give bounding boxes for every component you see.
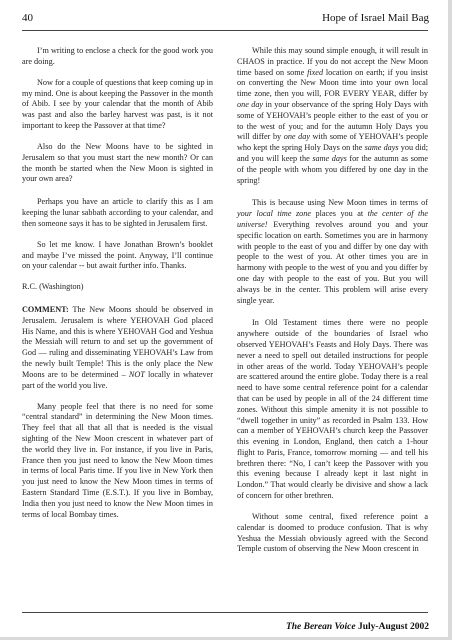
footer-issue: [286, 622, 429, 632]
letter-paragraph: Also do the New Moons have to be sighted in Jerusalem so that you must start the new month? Or can the month be started when the New Moon is sighted in your own area?: [22, 141, 213, 184]
comment-paragraph: Without some central, fixed reference point a calendar is doomed to produce confusion. That is why Yeshua the Messiah obviously agreed with the Second Temple custom of observing the New Moon crescent in: [237, 512, 428, 554]
page-number: 40: [22, 12, 33, 24]
comment-paragraph: Many people feel that there is no need for some “central standard” in determining the New Moon times. They feel that all that all that is needed is the visual sighting of the New Moon crescent in whatever part of the world they live in. For instance, if you live in Paris, France then you just need to know the New Moon times in terms of local Paris time. If you live in New York then you just need to know the New Moon times in terms of Eastern Standard Time (E.S.T.). If you live in Bombay, India then you just need to know the New Moon times in terms of local Bombay times.: [22, 401, 213, 519]
header-rule: [22, 30, 428, 31]
comment-label: COMMENT:: [22, 305, 69, 315]
left-column: [22, 46, 213, 531]
page-edge-shadow: [448, 0, 452, 640]
letter-paragraph: So let me know. I have Jonathan Brown’s booklet and maybe I’ve missed the point. Anyway, I’ll continue on your calendar -- but await further info. Thanks.: [22, 239, 213, 271]
comment-paragraph: COMMENT: The New Moons should be observed in Jerusalem. Jerusalem is where YEHOVAH God placed His Name, and this is where YEHOVAH God and Yeshua the Messiah will return to and set up the government of God — ruling and disseminating YEHOVAH’s Law from the newly built Temple! This is the only place the New Moons are to be determined – NOT locally in whatever part of the world you live.: [22, 305, 213, 390]
letter-paragraph: Perhaps you have an article to clarify this as I am keeping the lunar sabbath according to your calendar, and then someone says it has to be sighted in Jerusalem first.: [22, 197, 213, 228]
magazine-title: The Berean Voice: [285, 622, 356, 632]
comment-paragraph: This is because using New Moon times in terms of your local time zone places you at the center of the universe! Everything revolves around you and your specific location on earth. Sometimes you are in harmony with people to the east of you and differ by one day with people to the west of you. At other times you are in harmony with people to the west of you and you differ by one day with people to the east of you. But you will always be in the center. This problem will arise every single year.: [237, 198, 428, 305]
issue-date: July-August 2002: [355, 622, 429, 632]
comment-paragraph: While this may sound simple enough, it will result in CHAOS in practice. If you do not accept the New Moon time based on some fixed location on earth; if you insist on converting the New Moon time into your own local time zone, then you will, FOR EVERY YEAR, differ by one day in your observance of the spring Holy Days with some of YEHOVAH’s people either to the east of you or to the west of you; and for the autumn Holy Days you will differ by one day with some of YEHOVAH’s people who kept the spring Holy Days on the same days you did; and you will keep the same days for the autumn as some of the people with whom you differed by one day in the spring!: [237, 46, 428, 185]
comment-paragraph: In Old Testament times there were no people anywhere outside of the boundaries of Israel who observed YEHOVAH’s Feasts and Holy Days. There was never a need to spell out detailed instructions for people in other areas of the world. Today YEHOVAH’s people are scattered around the entire globe. Today there is a real need to have some central reference point for a calendar that can be used by people in all of the 24 different time zones. Without this simple amenity it is not possible to “dwell together in unity” as recorded in Psalm 133. How can a member of YEHOVAH’s church keep the Passover this evening in London, England, then catch a 1-hour flight to Paris, France, tomorrow morning — and tell his brethren there: “No, I can’t keep the Passover with you this evening because I already kept it last night in London.” That would clearly be divisive and show a lack of concern for other brethren.: [237, 318, 428, 501]
letter-paragraph: Now for a couple of questions that keep coming up in my mind. One is about keeping the Passover in the month of Abib. I see by your calendar that the month of Abib was past and also the barley harvest was past, is it not important to keep the Passover at that time?: [22, 77, 213, 130]
footer-rule: [22, 612, 428, 613]
right-column: [237, 46, 428, 565]
letter-paragraph: I’m writing to enclose a check for the good work you are doing.: [22, 46, 213, 66]
letter-signature: R.C. (Washington): [22, 282, 84, 292]
running-title: Hope of Israel Mail Bag: [322, 12, 429, 24]
